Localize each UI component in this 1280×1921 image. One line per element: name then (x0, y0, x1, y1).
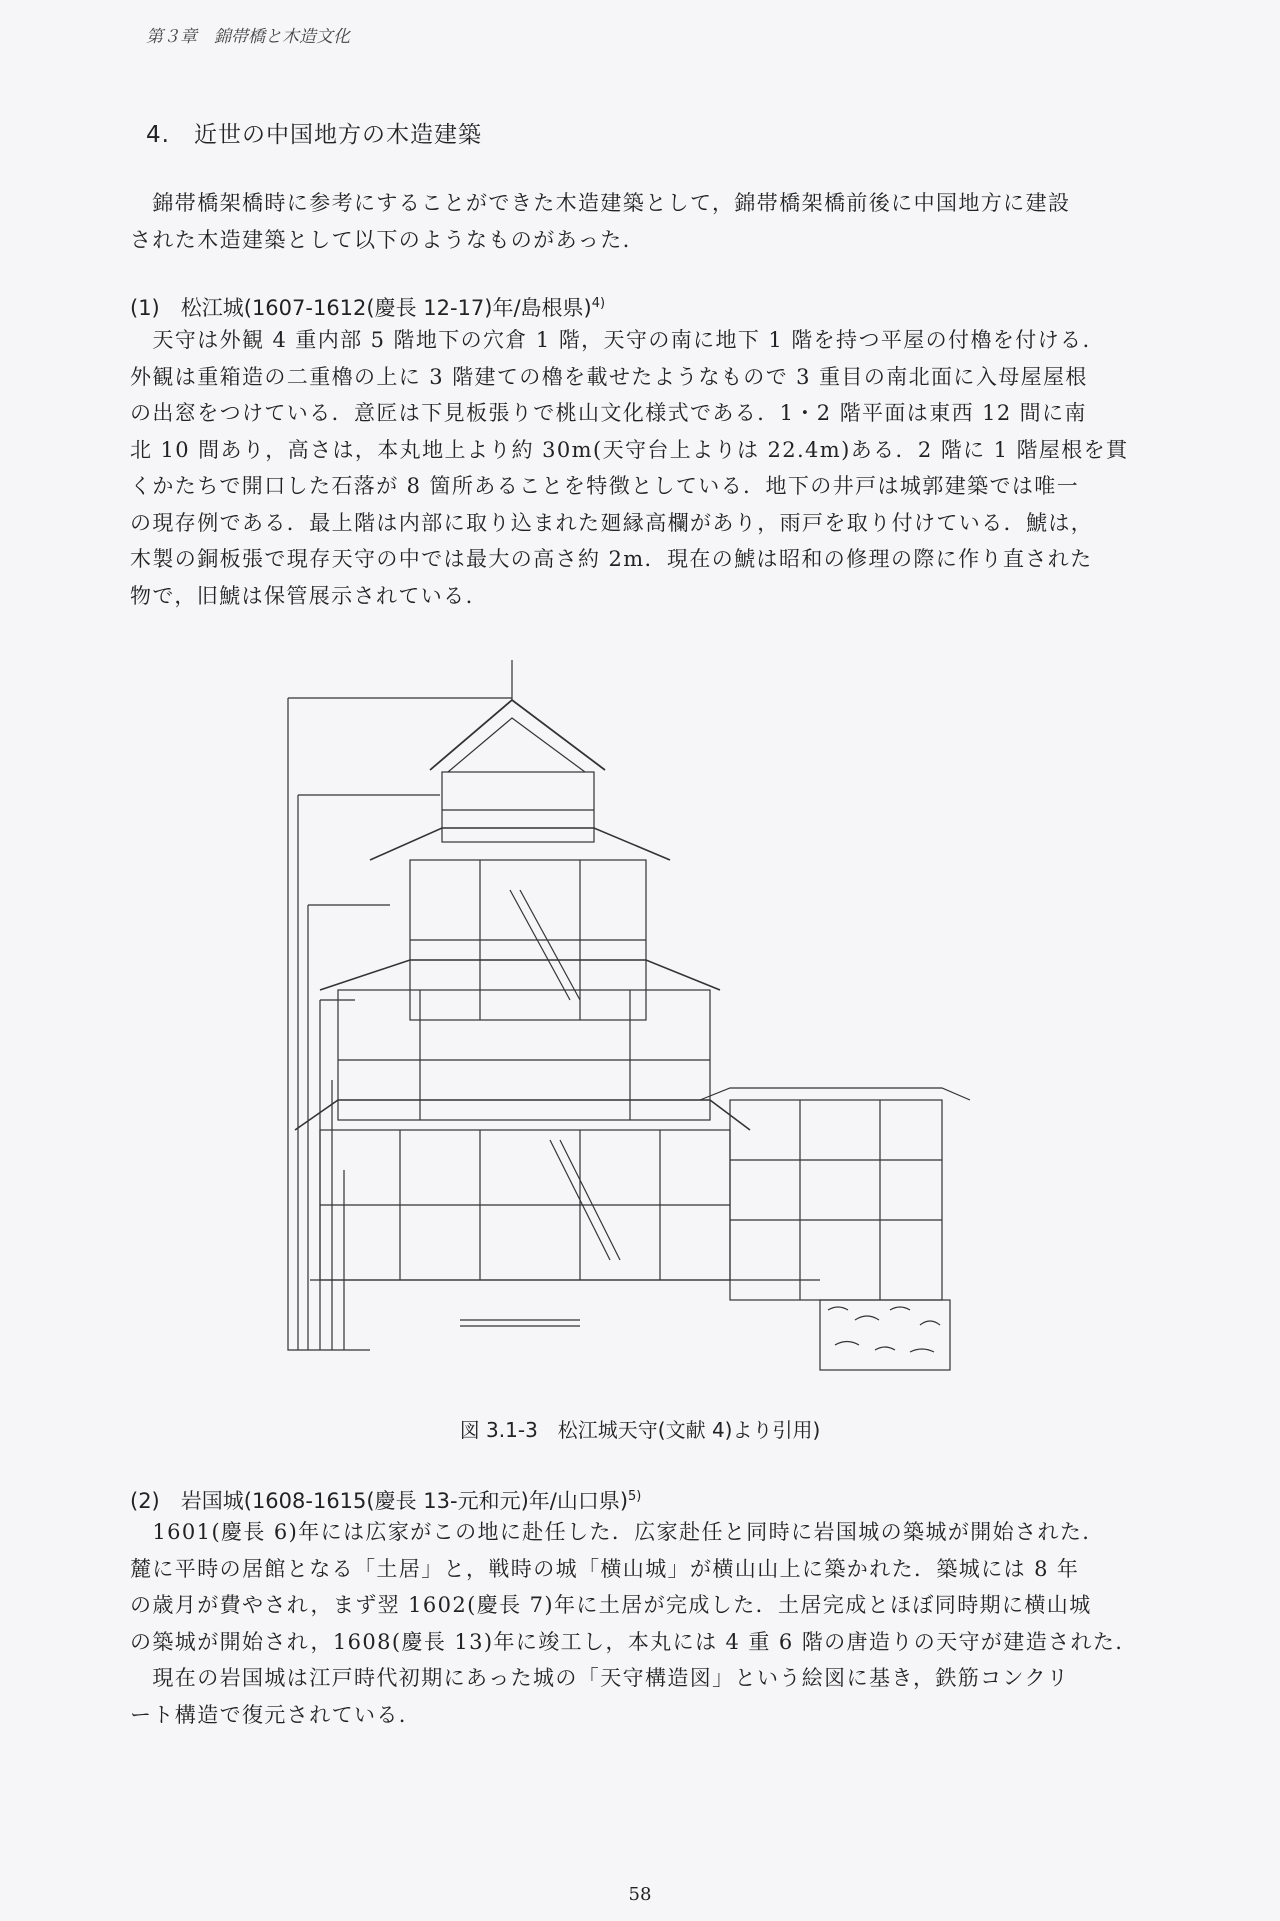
text-line: の歳月が費やされ，まず翌 1602(慶長 7)年に土居が完成した．土居完成とほぼ同時期に横山城 (130, 1593, 1092, 1617)
text-line: 麓に平時の居館となる「土居」と，戦時の城「横山城」が横山山上に築かれた．築城には 8 年 (130, 1556, 1080, 1581)
matsue-paragraph (130, 322, 1260, 614)
reference-mark: 5) (628, 1489, 642, 1504)
reference-mark: 4) (591, 296, 606, 311)
text-line: 物で，旧鯱は保管展示されている. (130, 583, 474, 608)
text-line: 現在の岩国城は江戸時代初期にあった城の「天守構造図」という絵図に基き，鉄筋コンクリ (130, 1666, 1070, 1690)
text-line: 天守は外観 4 重内部 5 階地下の穴倉 1 階，天守の南に地下 1 階を持つ平屋の付櫓を付ける. (130, 328, 1091, 352)
heading-text: (2) 岩国城(1608-1615(慶長 13-元和元)年/山口県) (130, 1489, 629, 1513)
text-line: くかたちで開口した石落が 8 箇所あることを特徴としている．地下の井戸は城郭建築では唯一 (130, 474, 1080, 498)
text-line: の現存例である．最上階は内部に取り込まれた廻縁高欄があり，雨戸を取り付けている．鯱は， (130, 510, 1094, 535)
intro-paragraph (130, 185, 1260, 258)
section-title: 4. 近世の中国地方の木造建築 (146, 122, 482, 148)
iwakuni-paragraph (130, 1514, 1260, 1733)
text-line: 北 10 間あり，高さは，本丸地上より約 30m(天守台上よりは 22.4m)ある．2 階に 1 階屋根を貫 (130, 437, 1129, 462)
text-line: 外観は重箱造の二重櫓の上に 3 階建ての櫓を載せたようなもので 3 重目の南北面に入母屋屋根 (130, 364, 1088, 389)
subsection-heading-matsue (130, 292, 605, 322)
figure-caption: 図 3.1-3 松江城天守(文献 4)より引用) (459, 1418, 821, 1442)
castle-section-drawing (280, 660, 1080, 1390)
text-line: の出窓をつけている．意匠は下見板張りで桃山文化様式である．1・2 階平面は東西 12 間に南 (130, 401, 1087, 425)
text-line: された木造建築として以下のようなものがあった. (130, 227, 631, 252)
page-number: 58 (628, 1884, 652, 1905)
running-header: 第３章 錦帯橋と木造文化 (146, 27, 350, 47)
text-line: ート構造で復元されている. (130, 1702, 407, 1727)
text-line: 錦帯橋架橋時に参考にすることができた木造建築として，錦帯橋架橋前後に中国地方に建設 (130, 191, 1071, 215)
text-line: の築城が開始され，1608(慶長 13)年に竣工し，本丸には 4 重 6 階の唐造りの天守が建造された. (130, 1629, 1124, 1654)
subsection-heading-iwakuni (130, 1485, 641, 1515)
heading-text: (1) 松江城(1607-1612(慶長 12-17)年/島根県) (130, 296, 592, 320)
text-line: 1601(慶長 6)年には広家がこの地に赴任した．広家赴任と同時に岩国城の築城が開始された. (130, 1520, 1091, 1544)
text-line: 木製の銅板張で現存天守の中では最大の高さ約 2m．現在の鯱は昭和の修理の際に作り直された (130, 547, 1093, 571)
castle-drawing-svg (280, 660, 1080, 1390)
